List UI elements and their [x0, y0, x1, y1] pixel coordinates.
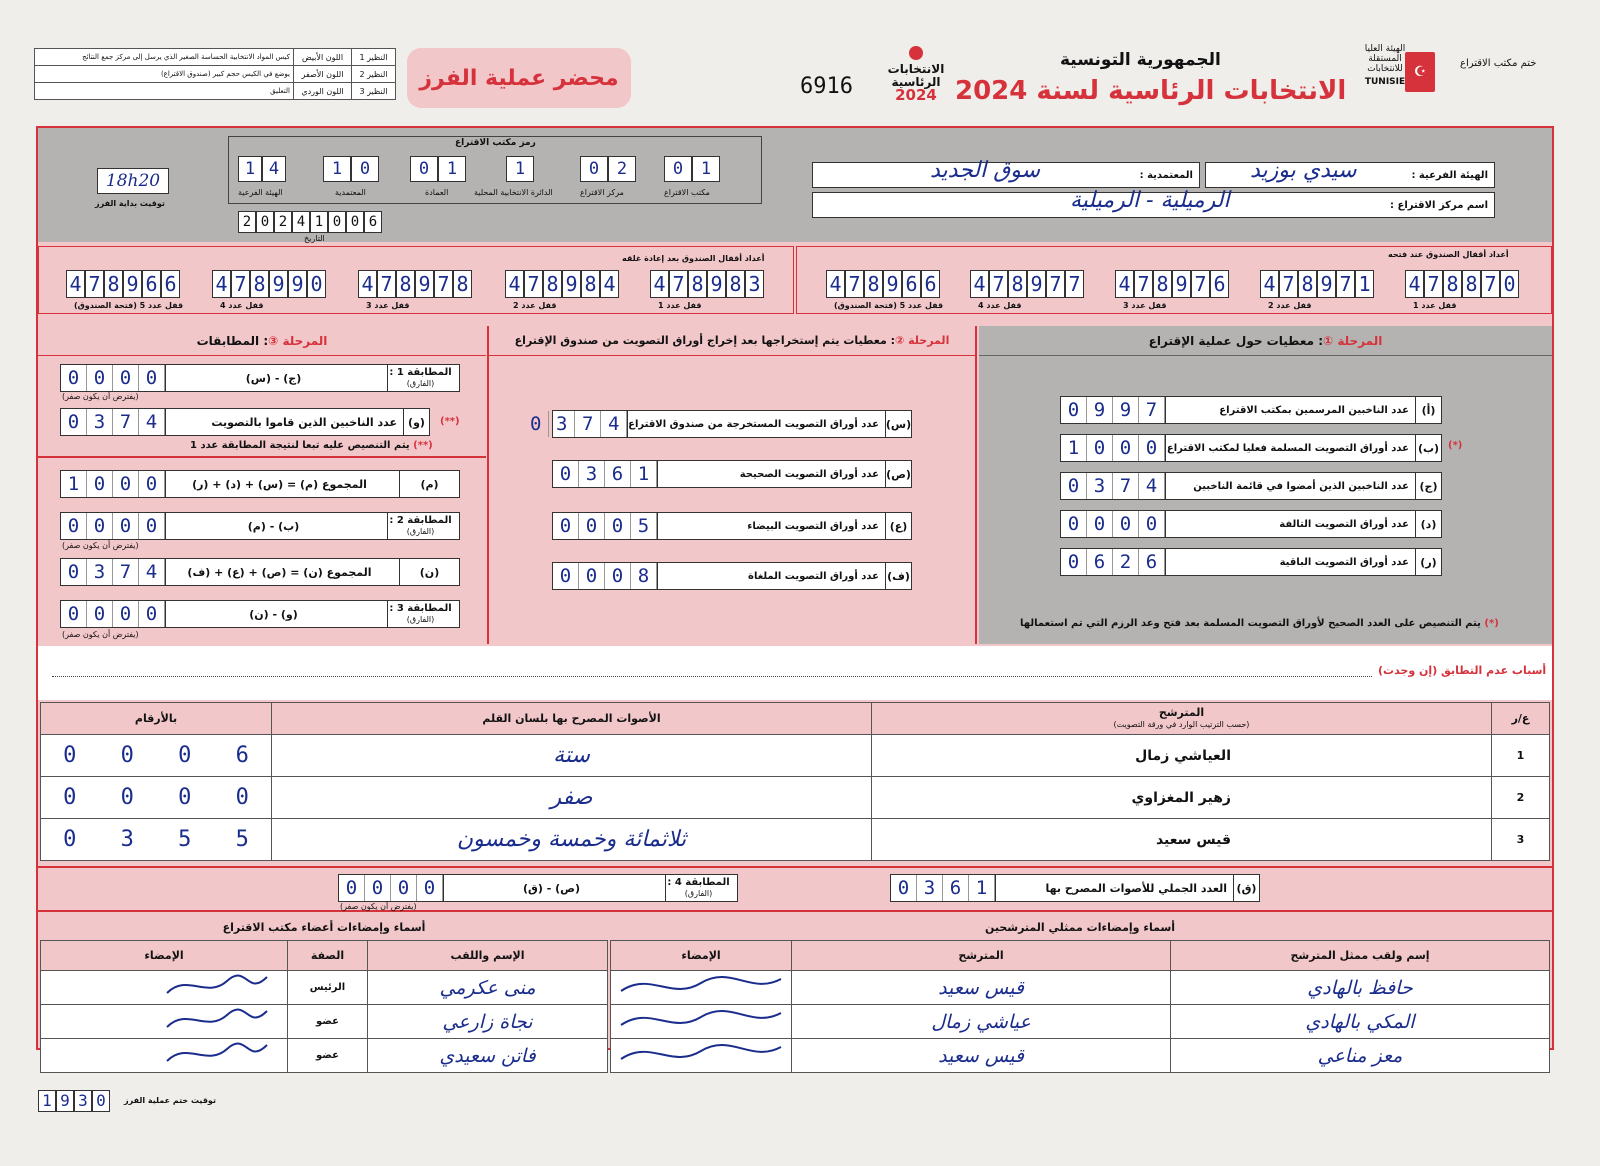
election-title: الانتخابات الرئاسية لسنة 2024: [955, 76, 1347, 106]
env-n: النظير 1: [352, 49, 396, 66]
candidate-digits: [41, 819, 272, 861]
reps-col-sig: الإمضاء: [611, 941, 792, 971]
start-time: [97, 168, 169, 194]
signature-icon: [127, 1005, 287, 1035]
rep-signature: [611, 971, 792, 1005]
col-name: [872, 703, 1492, 735]
candidate-digit: 0: [63, 743, 77, 768]
phase1-title: : معطيات حول عملية الإقتراع: [1148, 333, 1324, 348]
code-center: 0 2: [580, 156, 636, 182]
env-desc: كيس المواد الانتخابية الحساسة الصغير الذي يرسل إلى مركز جمع النتائج: [35, 49, 294, 66]
members-col-name: الإسم واللقب: [368, 941, 608, 971]
rep-candidate: عياشي زمال: [792, 1005, 1171, 1039]
phase1-label: عدد الناخبين الذين أمضوا في قائمة الناخبين: [1165, 473, 1415, 499]
phase2-value: 0 3 6 1: [553, 461, 657, 487]
election-logo: [880, 46, 952, 102]
q-value: 0 3 6 1: [891, 875, 995, 901]
phase3-header: [38, 326, 486, 356]
m4-sub: (الفارق): [684, 889, 713, 898]
rep-row: [611, 1039, 1550, 1073]
candidate-digit: 0: [178, 785, 192, 810]
open-lock-label: قفل عدد 5 (فتحة الصندوق): [834, 301, 944, 310]
m1-row: [60, 364, 460, 392]
candidate-digit: 0: [63, 827, 77, 852]
phase2-row: [529, 410, 912, 438]
env-color: اللون الأصفر: [294, 66, 352, 83]
member-row: [41, 1005, 608, 1039]
code-label: المعتمدية: [335, 188, 366, 197]
candidate-digits: [41, 735, 272, 777]
members-table: [40, 940, 608, 1073]
member-name: نجاة زارعي: [368, 1005, 608, 1039]
signature-icon: [611, 1039, 791, 1069]
phase1-note: [1020, 618, 1499, 629]
open-lock-2: 4 7 8 9 7 6: [1115, 270, 1229, 298]
phase2-header: [489, 326, 975, 356]
end-time: 1 9 3 0: [38, 1090, 110, 1112]
candidate-row: [41, 819, 1550, 861]
stamp-label: ختم مكتب الاقتراع: [1460, 58, 1537, 69]
close-lock-1: 4 7 8 9 9 0: [212, 270, 326, 298]
candidate-name: قيس سعيد: [872, 819, 1492, 861]
phase2-title: : معطيات يتم إستخراجها بعد إخراج أوراق التصويت من صندوق الإقتراع: [514, 334, 895, 347]
phase1-note-mark: (*): [1484, 618, 1499, 629]
code-label: الهيئة الفرعية: [238, 188, 283, 197]
member-signature: [41, 1039, 288, 1073]
logo-year: 2024: [895, 86, 937, 104]
date-label: التاريخ: [304, 234, 325, 243]
mismatch-line: [52, 676, 1372, 677]
phase1-value: 0 9 9 7: [1061, 397, 1165, 423]
members-body: [41, 971, 608, 1073]
phase2-code: (ف): [885, 563, 911, 589]
member-signature: [41, 1005, 288, 1039]
open-lock-0: 4 7 8 9 6 6: [826, 270, 940, 298]
member-role: عضو: [288, 1039, 368, 1073]
logo-line: الرئاسية: [891, 75, 941, 89]
msum-row: [60, 470, 460, 498]
date-digits: 2 0 2 4 1 0 0 6: [238, 211, 382, 233]
tunisia-flag-icon: ☪: [1405, 52, 1435, 92]
phase1-code: (د): [1415, 511, 1441, 537]
m1-formula: (ج) - (س): [165, 365, 387, 391]
phase1-num: المرحلة ①: [1323, 333, 1383, 348]
candidate-words: ستة: [272, 735, 872, 777]
members-col-sig: الإمضاء: [41, 941, 288, 971]
nsum-row: [60, 558, 460, 586]
candidate-words: ثلاثمائة وخمسة وخمسون: [272, 819, 872, 861]
member-role: الرئيس: [288, 971, 368, 1005]
signature-icon: [611, 971, 791, 1001]
form-title-badge: [407, 48, 631, 108]
phase2-code: (ع): [885, 513, 911, 539]
start-time-value: 18h20: [105, 171, 161, 191]
open-lock-4: 4 7 8 8 7 0: [1405, 270, 1519, 298]
reps-col-rep: إسم ولقب ممثل المترشح: [1171, 941, 1550, 971]
m3-label-text: المطابقة 3 :: [389, 603, 452, 614]
candidate-row: [41, 777, 1550, 819]
rep-row: [611, 1005, 1550, 1039]
members-title: أسماء وإمضاءات أعضاء مكتب الاقتراع: [222, 920, 426, 934]
m2-row: [60, 512, 460, 540]
candidate-name: العياشي زمال: [872, 735, 1492, 777]
phase1-code: (ب): [1415, 435, 1441, 461]
m2-value: 0 0 0 0: [61, 513, 165, 539]
candidate-num: 3: [1492, 819, 1550, 861]
w-value: 0 3 7 4: [61, 409, 165, 435]
center-value: الرميلية - الرميلية: [1070, 188, 1230, 213]
nsum-formula: المجموع (ن) = (ص) + (ع) + (ف): [165, 559, 399, 585]
phase1-label: عدد أوراق التصويت التالفة: [1165, 511, 1415, 537]
member-row: [41, 1039, 608, 1073]
phase1-code: (ر): [1415, 549, 1441, 575]
open-lock-3: 4 7 8 9 7 1: [1260, 270, 1374, 298]
code-omada: 0 1: [410, 156, 466, 182]
delegation-label: المعتمدية :: [1139, 169, 1193, 181]
w-code: (و): [403, 409, 429, 435]
phase1-code: (أ): [1415, 397, 1441, 423]
logo-line: الانتخابات: [887, 62, 945, 76]
member-role: عضو: [288, 1005, 368, 1039]
phase2-row: [552, 512, 912, 540]
center-label: اسم مركز الاقتراع :: [1390, 199, 1488, 211]
m1-hint: (يفترض أن يكون صفر): [62, 392, 139, 401]
isie-line: المستقلة: [1368, 54, 1402, 64]
col-num: ع/ر: [1492, 703, 1550, 735]
candidate-name: زهير المغزاوي: [872, 777, 1492, 819]
code-label: الدائرة الانتخابية المحلية: [474, 188, 553, 197]
msum-value: 1 0 0 0: [61, 471, 165, 497]
q-label: العدد الجملي للأصوات المصرح بها: [995, 875, 1233, 901]
sub-body-label: الهيئة الفرعية :: [1411, 169, 1488, 181]
candidate-num: 2: [1492, 777, 1550, 819]
phase2-num: المرحلة ②: [894, 334, 950, 347]
totals-row: [38, 866, 1552, 912]
phase1-row: [1060, 472, 1442, 500]
candidate-words: صفر: [272, 777, 872, 819]
rep-name: معز مناعي: [1171, 1039, 1550, 1073]
phase1-value: 0 6 2 6: [1061, 549, 1165, 575]
phase2-value: 0 0 0 8: [553, 563, 657, 589]
w-mark: (**): [440, 416, 460, 427]
reps-title: أسماء وإمضاءات ممثلي المترشحين: [984, 920, 1176, 934]
end-time-label: توقيت ختم عملية الفرز: [124, 1096, 216, 1105]
phase2-label: عدد أوراق التصويت الملغاة: [657, 563, 885, 589]
code-label: العمادة: [425, 188, 449, 197]
delegation-value: سوق الجديد: [930, 158, 1041, 183]
mismatch-label: أسباب عدم التطابق (إن وجدت): [1378, 664, 1547, 677]
phase3-note-mark: (**): [413, 440, 433, 451]
member-signature: [41, 971, 288, 1005]
candidate-digit: 0: [235, 785, 249, 810]
env-desc: التعليق: [35, 83, 294, 100]
code-delegation: 1 0: [323, 156, 379, 182]
reps-table: [610, 940, 1550, 1073]
phase3-divider: [38, 456, 486, 458]
phase3-note: [190, 440, 433, 451]
m3-value: 0 0 0 0: [61, 601, 165, 627]
member-name: فاتن سعيدي: [368, 1039, 608, 1073]
phase3-title: : المطابقات: [196, 333, 269, 348]
m2-hint: (يفترض أن يكون صفر): [62, 541, 139, 550]
signature-icon: [127, 971, 287, 1001]
candidate-digit: 0: [178, 743, 192, 768]
phase1-header: [979, 326, 1552, 356]
form-title: محضر عملية الفرز: [419, 65, 619, 91]
isie-line: للانتخابات: [1367, 64, 1403, 74]
candidates-table: [40, 702, 1550, 861]
m4-formula: (ص) - (ق): [443, 875, 665, 901]
isie-latin: TUNISIE: [1364, 77, 1406, 87]
col-name-sub: (حسب الترتيب الوارد في ورقة التصويت): [1113, 719, 1250, 729]
doc-number: 6916: [800, 74, 853, 99]
m3-hint: (يفترض أن يكون صفر): [62, 630, 139, 639]
candidate-digit: 6: [235, 743, 249, 768]
q-row: [890, 874, 1260, 902]
candidate-digit: 0: [120, 785, 134, 810]
phase2-row: [552, 460, 912, 488]
rep-signature: [611, 1005, 792, 1039]
m1-sub: (الفارق): [406, 379, 435, 388]
m3-sub: (الفارق): [406, 615, 435, 624]
member-name: منى عكرمي: [368, 971, 608, 1005]
m4-label-text: المطابقة 4 :: [667, 877, 730, 888]
members-title-bar: [40, 914, 608, 940]
open-lock-1: 4 7 8 9 7 7: [970, 270, 1084, 298]
m2-sub: (الفارق): [406, 527, 435, 536]
w-label: عدد الناخبين الذين قاموا بالتصويت: [165, 409, 403, 435]
reps-col-cand: المترشح: [792, 941, 1171, 971]
msum-formula: المجموع (م) = (س) + (د) + (ر): [165, 471, 399, 497]
rep-signature: [611, 1039, 792, 1073]
col-digits: بالأرقام: [41, 703, 272, 735]
rep-candidate: قيس سعيد: [792, 971, 1171, 1005]
phase1-note-text: يتم التنصيص على العدد الصحيح لأوراق التصويت المسلمة بعد فتح وعد الرزم التي تم استعمالها: [1020, 618, 1481, 629]
m4-value: 0 0 0 0: [339, 875, 443, 901]
phase2-value: 0 3 7 4: [523, 411, 627, 437]
phase3-num: المرحلة ③: [268, 333, 328, 348]
phase1-label: عدد الناخبين المرسمين بمكتب الاقتراع: [1165, 397, 1415, 423]
locks-open-title: أعداد أقفال الصندوق عند فتحه: [1388, 250, 1509, 259]
phase1-row: [1060, 434, 1442, 462]
msum-code: (م): [399, 471, 459, 497]
close-lock-3: 4 7 8 9 8 4: [505, 270, 619, 298]
code-label: مركز الاقتراع: [580, 188, 624, 197]
m2-label: [387, 513, 459, 539]
nsum-value: 0 3 7 4: [61, 559, 165, 585]
phase2-label: عدد أوراق التصويت البيضاء: [657, 513, 885, 539]
envelope-table: [34, 48, 396, 100]
candidate-digit: 0: [63, 785, 77, 810]
close-lock-2: 4 7 8 9 7 8: [358, 270, 472, 298]
m3-label: [387, 601, 459, 627]
env-color: اللون الأبيض: [294, 49, 352, 66]
open-lock-label: قفل عدد 4: [978, 301, 1022, 310]
phase1-row: [1060, 510, 1442, 538]
env-n: النظير 3: [352, 83, 396, 100]
code-label: مكتب الاقتراع: [664, 188, 710, 197]
close-lock-label: قفل عدد 5 (فتحة الصندوق): [74, 301, 184, 310]
rep-row: [611, 971, 1550, 1005]
mismatch-row: [38, 646, 1552, 700]
phase1-value: 0 0 0 0: [1061, 511, 1165, 537]
candidate-digit: 0: [120, 743, 134, 768]
col-name-text: المترشح: [1158, 705, 1205, 719]
phase1-row: [1060, 396, 1442, 424]
candidates-body: [41, 735, 1550, 861]
m4-hint: (يفترض أن يكون صفر): [340, 902, 417, 911]
reps-body: [611, 971, 1550, 1073]
phase2-row: [552, 562, 912, 590]
member-row: [41, 971, 608, 1005]
candidate-digit: 5: [178, 827, 192, 852]
close-lock-label: قفل عدد 2: [513, 301, 557, 310]
phase1-value: 0 3 7 4: [1061, 473, 1165, 499]
phase1-label: عدد أوراق التصويت المسلمة فعليا لمكتب الاقتراع: [1165, 435, 1415, 461]
m3-row: [60, 600, 460, 628]
members-col-role: الصفة: [288, 941, 368, 971]
env-desc: يوضع في الكيس حجم كبير (صندوق الاقتراع): [35, 66, 294, 83]
close-lock-label: قفل عدد 3: [366, 301, 410, 310]
phase2-value: 0 0 0 5: [553, 513, 657, 539]
phase1-value: 1 0 0 0: [1061, 435, 1165, 461]
m3-formula: (و) - (ن): [165, 601, 387, 627]
nsum-code: (ن): [399, 559, 459, 585]
start-time-label: توقيت بداية الفرز: [95, 199, 165, 208]
rep-name: المكي بالهادي: [1171, 1005, 1550, 1039]
republic-title: الجمهورية التونسية: [1060, 50, 1221, 70]
phase1-mark: (*): [1448, 440, 1463, 451]
open-lock-label: قفل عدد 2: [1268, 301, 1312, 310]
phase2-code: (ص): [885, 461, 911, 487]
m1-value: 0 0 0 0: [61, 365, 165, 391]
close-lock-0: 4 7 8 9 6 6: [66, 270, 180, 298]
phase1-row: [1060, 548, 1442, 576]
m1-label-text: المطابقة 1 :: [389, 367, 452, 378]
logo-flag-icon: [909, 46, 923, 60]
isie-line: الهيئة العليا: [1364, 44, 1406, 54]
close-lock-4: 4 7 8 9 8 3: [650, 270, 764, 298]
open-lock-label: قفل عدد 1: [1413, 301, 1457, 310]
code-office: 0 1: [664, 156, 720, 182]
locks-close-title: أعداد أقفال الصندوق بعد إعادة غلقه: [622, 254, 765, 263]
phase2-label: عدد أوراق التصويت الصحيحة: [657, 461, 885, 487]
q-code: (ق): [1233, 875, 1259, 901]
open-lock-label: قفل عدد 3: [1123, 301, 1167, 310]
candidate-row: [41, 735, 1550, 777]
reps-title-bar: [610, 914, 1550, 940]
env-color: اللون الوردي: [294, 83, 352, 100]
candidate-digit: 3: [120, 827, 134, 852]
phase2-code: (س): [885, 411, 911, 437]
signature-icon: [127, 1039, 287, 1069]
close-lock-label: قفل عدد 4: [220, 301, 264, 310]
phase2-label: عدد أوراق التصويت المستخرجة من صندوق الاقتراع: [627, 411, 885, 437]
m4-label: [665, 875, 737, 901]
close-lock-label: قفل عدد 1: [658, 301, 702, 310]
signature-icon: [611, 1005, 791, 1035]
m1-label: [387, 365, 459, 391]
env-n: النظير 2: [352, 66, 396, 83]
candidate-num: 1: [1492, 735, 1550, 777]
candidate-digit: 5: [235, 827, 249, 852]
m2-formula: (ب) - (م): [165, 513, 387, 539]
phase1-code: (ج): [1415, 473, 1441, 499]
office-code-title: رمز مكتب الاقتراع: [455, 138, 536, 148]
m2-label-text: المطابقة 2 :: [389, 515, 452, 526]
code-circle: 1: [506, 156, 534, 182]
phase1-label: عدد أوراق التصويت الباقية: [1165, 549, 1415, 575]
rep-name: حافظ بالهادي: [1171, 971, 1550, 1005]
candidate-digits: [41, 777, 272, 819]
rep-candidate: قيس سعيد: [792, 1039, 1171, 1073]
col-words: الأصوات المصرح بها بلسان القلم: [272, 703, 872, 735]
m4-row: [338, 874, 738, 902]
phase3-note-text: يتم التنصيص عليه تبعا لنتيجة المطابقة عدد 1: [190, 440, 410, 451]
sub-body-value: سيدي بوزيد: [1250, 158, 1357, 183]
code-sub-body: 1 4: [238, 156, 286, 182]
w-row: [60, 408, 430, 436]
